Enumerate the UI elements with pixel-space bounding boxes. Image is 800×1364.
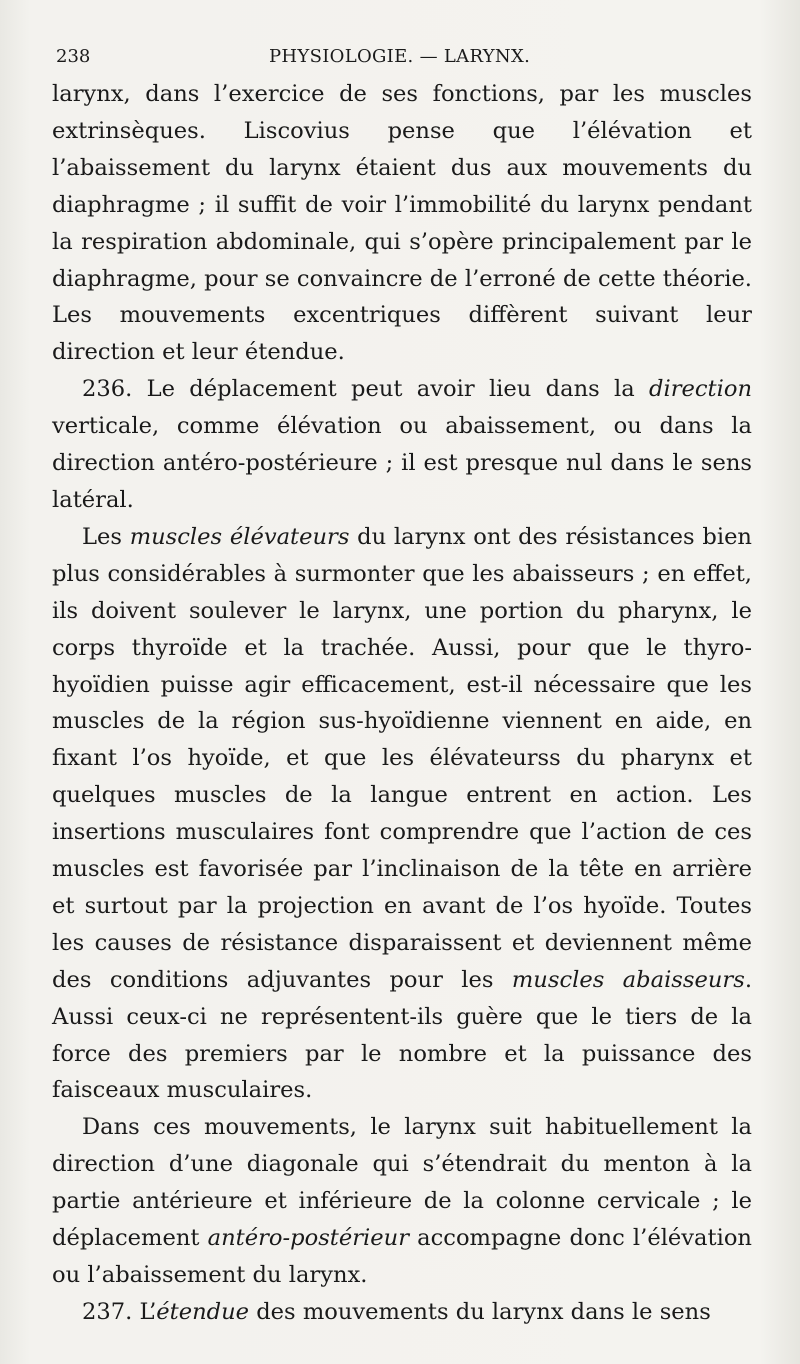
text-run: larynx, dans l’exercice de ses fonctions, par les muscles extrinsèques. Liscovius pense que l’élévation et l’abaissement du larynx étaient dus aux mouvements du diaphragme ; il suffit de voir l’immobilité du larynx pendant la respiration abdominale, qui s’opère principalement par le diaphragme, pour se convaincre de l’erroné de cette théorie. Les mouvements excentriques diffèrent suivant leur direction et leur étendue. xyxy=(52,81,752,366)
text-run: . Aussi ceux-ci ne représentent-ils guère que le tiers de la force des premiers par le nombre et la puissance des faisceaux musculaires. xyxy=(52,966,753,1104)
text-run: des mouvements du larynx dans le sens xyxy=(249,1298,711,1325)
emphasis-text: antéro-postérieur xyxy=(207,1225,409,1252)
paragraph xyxy=(52,1294,752,1331)
text-run: verticale, comme élévation ou abaissement, ou dans la direction antéro-postérieure ; il est presque nul dans le sens latéral. xyxy=(52,413,752,513)
running-head xyxy=(56,42,750,72)
text-run: 236. Le déplacement peut avoir lieu dans la xyxy=(82,376,650,403)
paragraph xyxy=(52,371,752,519)
emphasis-text: étendue xyxy=(156,1298,250,1325)
paragraph xyxy=(52,519,752,1110)
text-run: Dans ces mouvements, le larynx suit habituellement la direction d’une diagonale qui s’étendrait du menton à la partie antérieure et inférieure de la colonne cervicale ; le déplacement xyxy=(52,1114,752,1252)
paragraph xyxy=(52,76,752,371)
page-number: 238 xyxy=(56,46,91,67)
emphasis-text: direction xyxy=(649,376,752,403)
body-text xyxy=(52,76,752,1331)
text-run: 237. L’ xyxy=(82,1298,157,1325)
text-run: du larynx ont des résistances bien plus considérables à surmonter que les abaisseurs ; en effet, ils doivent soulever le larynx, une portion du pharynx, le corps thyroïde et la trachée. Aussi, pour que le thyro-hyoïdien puisse agir efficacement, est-il nécessaire que les muscles de la région sus-hyoïdienne viennent en aide, en fixant l’os hyoïde, et que les élévateurss du pharynx et quelques muscles de la langue entrent en action. Les insertions musculaires font comprendre que l’action de ces muscles est favorisée par l’inclinaison de la tête en arrière et surtout par la projection en avant de l’os hyoïde. Toutes les causes de résistance disparaissent et deviennent même des conditions adjuvantes pour les xyxy=(52,523,752,993)
emphasis-text: muscles élévateurs xyxy=(129,523,350,550)
running-title: PHYSIOLOGIE. — LARYNX. xyxy=(269,46,531,67)
emphasis-text: muscles abaisseurs xyxy=(511,966,745,993)
text-run: Les xyxy=(82,523,130,550)
paragraph xyxy=(52,1109,752,1294)
text-run: accompagne donc l’élévation ou l’abaissement du larynx. xyxy=(52,1225,752,1288)
